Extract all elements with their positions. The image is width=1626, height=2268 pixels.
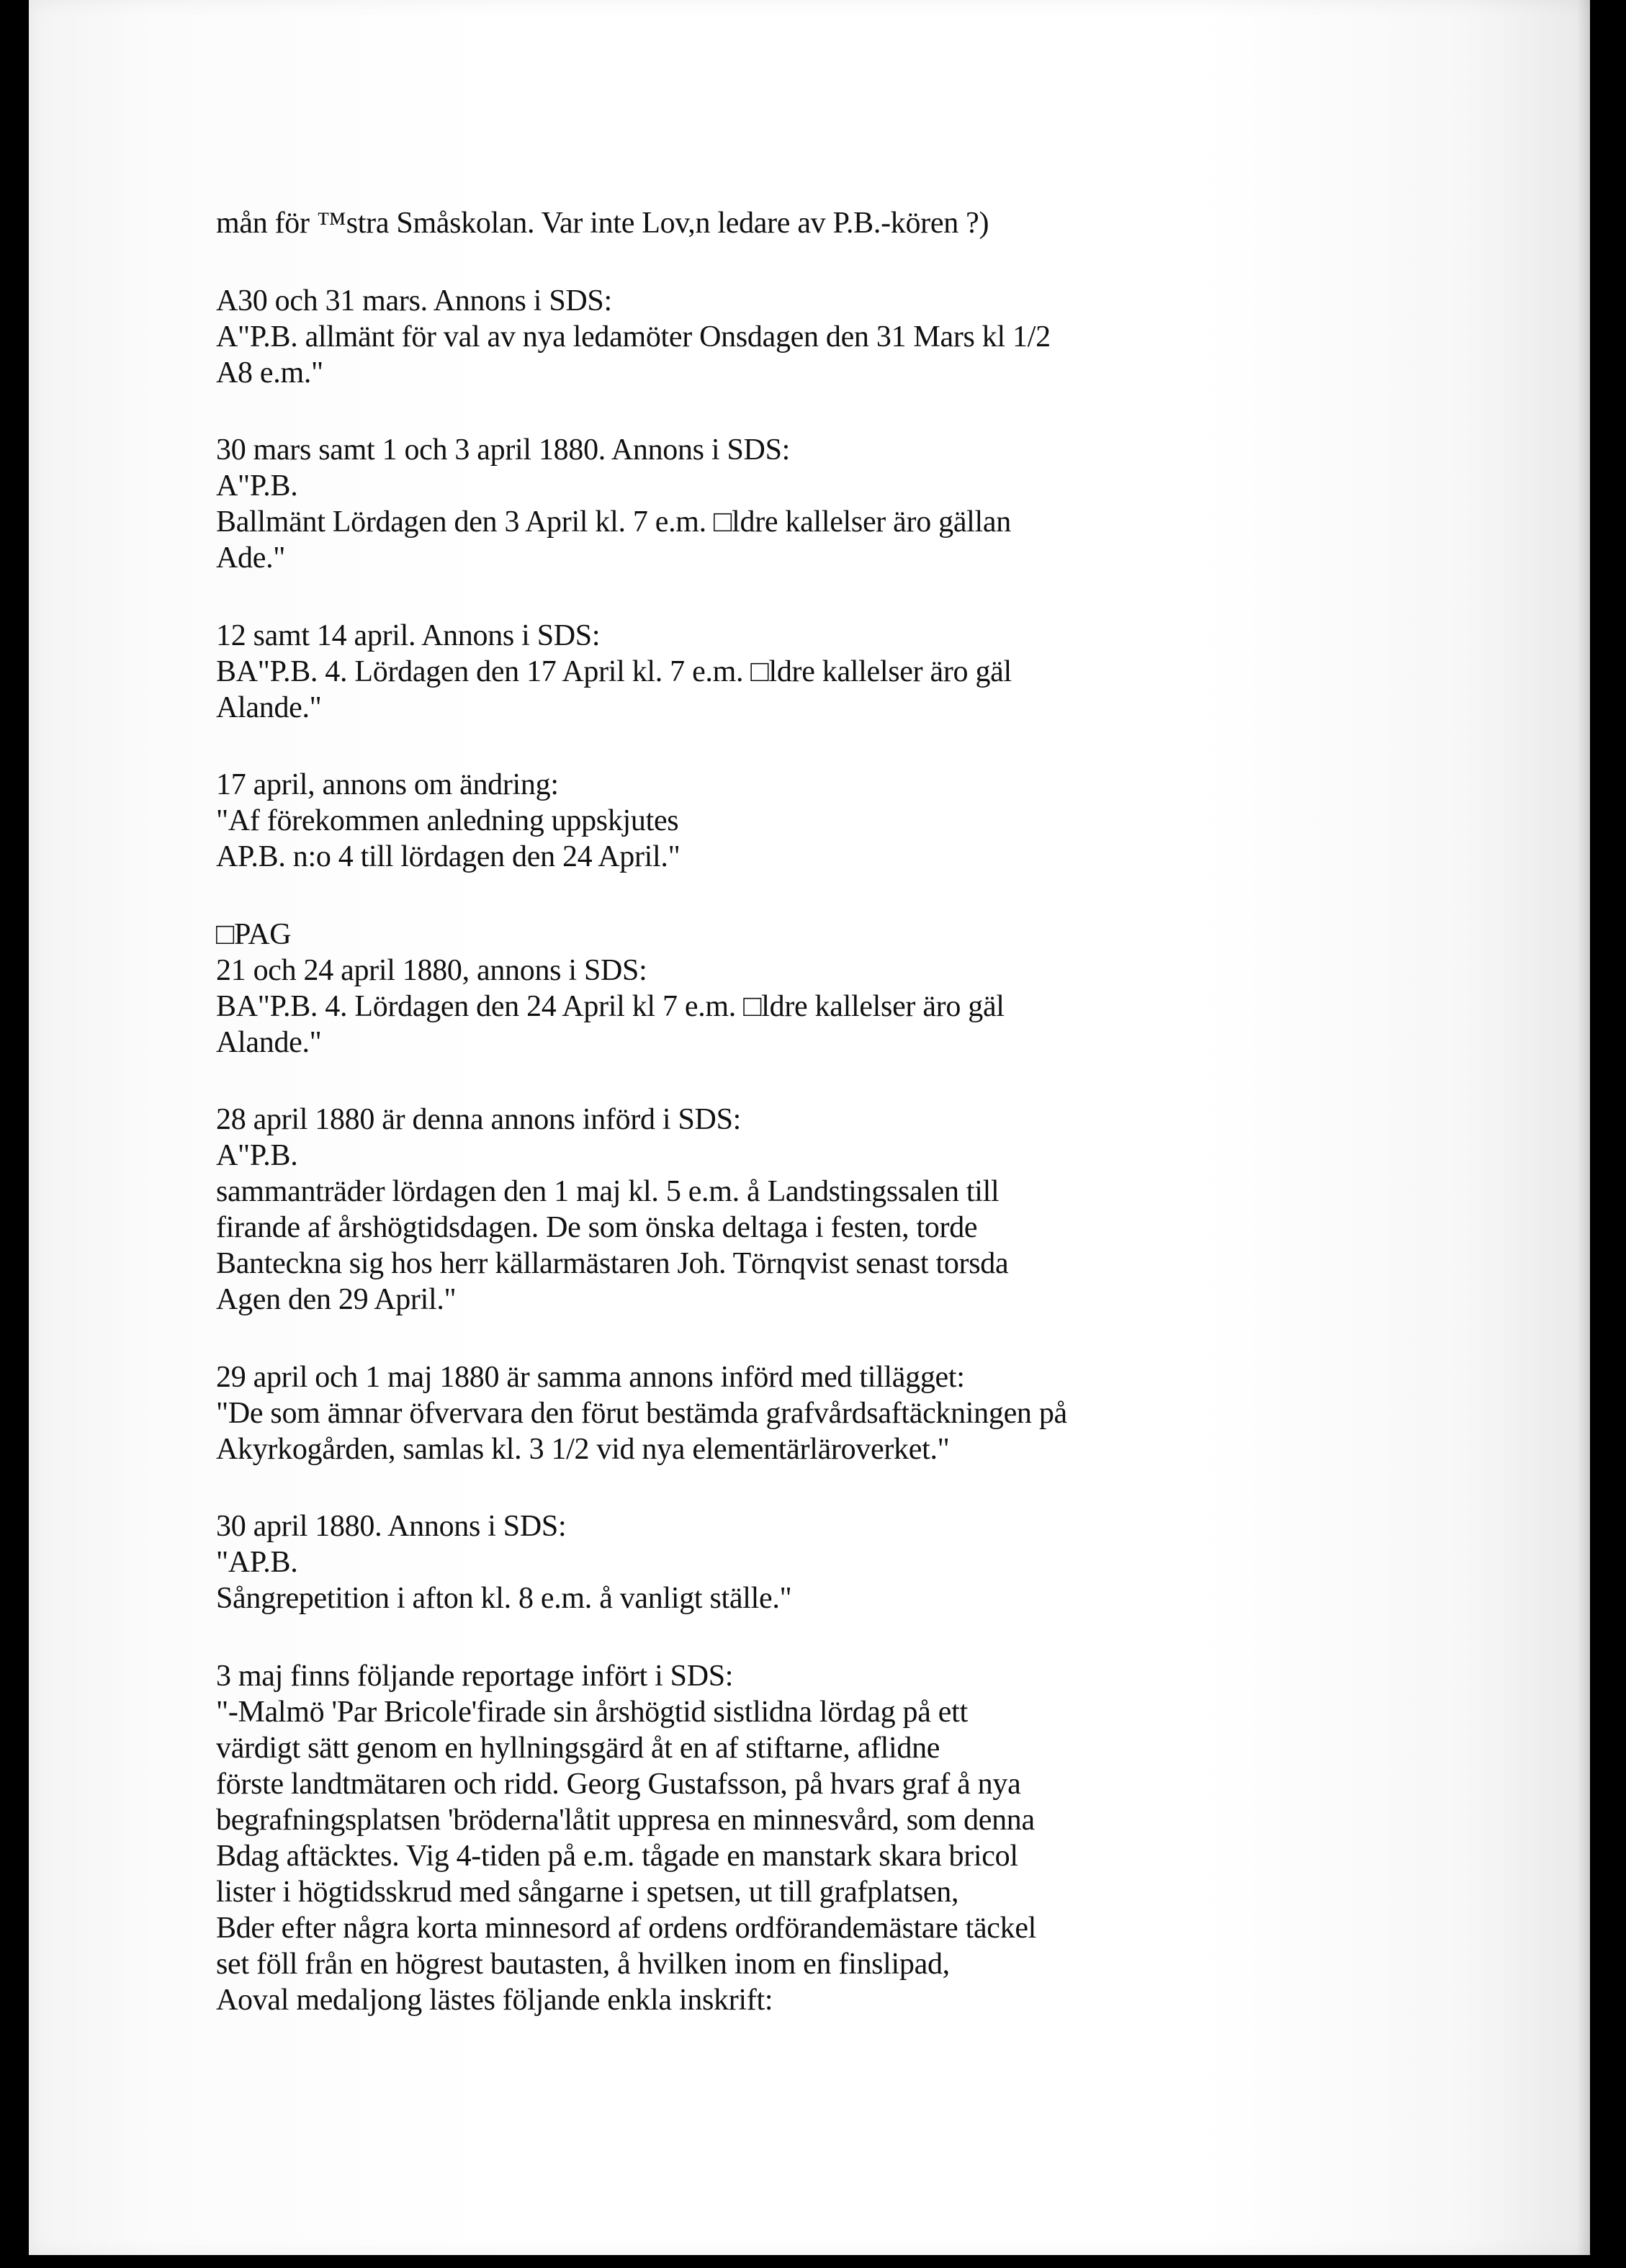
text-line: sammanträder lördagen den 1 maj kl. 5 e.m. å Landstingssalen till	[216, 1175, 1000, 1208]
text-line: "Af förekommen anledning uppskjutes	[216, 804, 679, 837]
text-line: 28 april 1880 är denna annons införd i SDS:	[216, 1103, 741, 1136]
text-line: Alande."	[216, 1026, 322, 1059]
text-line: Sångrepetition i afton kl. 8 e.m. å vanligt ställe."	[216, 1582, 792, 1615]
text-line: A8 e.m."	[216, 356, 323, 390]
text-line: BA"P.B. 4. Lördagen den 17 April kl. 7 e.m. □ldre kallelser äro gäl	[216, 655, 1012, 688]
text-line: 17 april, annons om ändring:	[216, 768, 559, 801]
text-line: Ade."	[216, 541, 286, 575]
text-line: firande af årshögtidsdagen. De som önska deltaga i festen, torde	[216, 1211, 978, 1244]
text-line: Akyrkogården, samlas kl. 3 1/2 vid nya elementärläroverket."	[216, 1433, 950, 1466]
text-line: värdigt sätt genom en hyllningsgärd åt en af stiftarne, aflidne	[216, 1732, 940, 1765]
text-line: set föll från en högrest bautasten, å hvilken inom en finslipad,	[216, 1948, 950, 1981]
text-line: "-Malmö 'Par Bricole'firade sin årshögtid sistlidna lördag på ett	[216, 1696, 968, 1729]
text-line: 3 maj finns följande reportage infört i SDS:	[216, 1660, 734, 1693]
page-edge-shadow	[1577, 0, 1590, 2255]
text-line: Bdag aftäcktes. Vig 4-tiden på e.m. tågade en manstark skara bricol	[216, 1840, 1018, 1873]
text-line: lister i högtidsskrud med sångarne i spetsen, ut till grafplatsen,	[216, 1876, 959, 1909]
text-line: 30 mars samt 1 och 3 april 1880. Annons i SDS:	[216, 433, 791, 467]
text-line: A"P.B.	[216, 1139, 298, 1172]
text-line: Agen den 29 April."	[216, 1283, 457, 1316]
text-line: 30 april 1880. Annons i SDS:	[216, 1510, 567, 1543]
text-line: Alande."	[216, 691, 322, 724]
text-line: 12 samt 14 april. Annons i SDS:	[216, 619, 601, 652]
text-line: A30 och 31 mars. Annons i SDS:	[216, 284, 612, 318]
text-line: A"P.B. allmänt för val av nya ledamöter Onsdagen den 31 Mars kl 1/2	[216, 320, 1051, 354]
text-line: Ballmänt Lördagen den 3 April kl. 7 e.m. □ldre kallelser äro gällan	[216, 505, 1011, 539]
text-line: □PAG	[216, 918, 292, 951]
text-line: AP.B. n:o 4 till lördagen den 24 April."	[216, 840, 681, 873]
text-line: 29 april och 1 maj 1880 är samma annons införd med tillägget:	[216, 1361, 965, 1394]
text-line: BA"P.B. 4. Lördagen den 24 April kl 7 e.m. □ldre kallelser äro gäl	[216, 990, 1005, 1023]
text-line: Bder efter några korta minnesord af ordens ordförandemästare täckel	[216, 1912, 1037, 1945]
text-line: mån för ™stra Småskolan. Var inte Lov,n ledare av P.B.-kören ?)	[216, 207, 989, 240]
text-line: "De som ämnar öfvervara den förut bestämda grafvårdsaftäckningen på	[216, 1397, 1067, 1430]
text-line: begrafningsplatsen 'bröderna'låtit uppresa en minnesvård, som denna	[216, 1804, 1035, 1837]
text-line: Aoval medaljong lästes följande enkla inskrift:	[216, 1984, 773, 2017]
text-line: "AP.B.	[216, 1546, 298, 1579]
text-line: förste landtmätaren och ridd. Georg Gustafsson, på hvars graf å nya	[216, 1768, 1021, 1801]
text-line: 21 och 24 april 1880, annons i SDS:	[216, 954, 647, 987]
text-line: A"P.B.	[216, 469, 298, 503]
text-line: Banteckna sig hos herr källarmästaren Joh. Törnqvist senast torsda	[216, 1247, 1009, 1280]
